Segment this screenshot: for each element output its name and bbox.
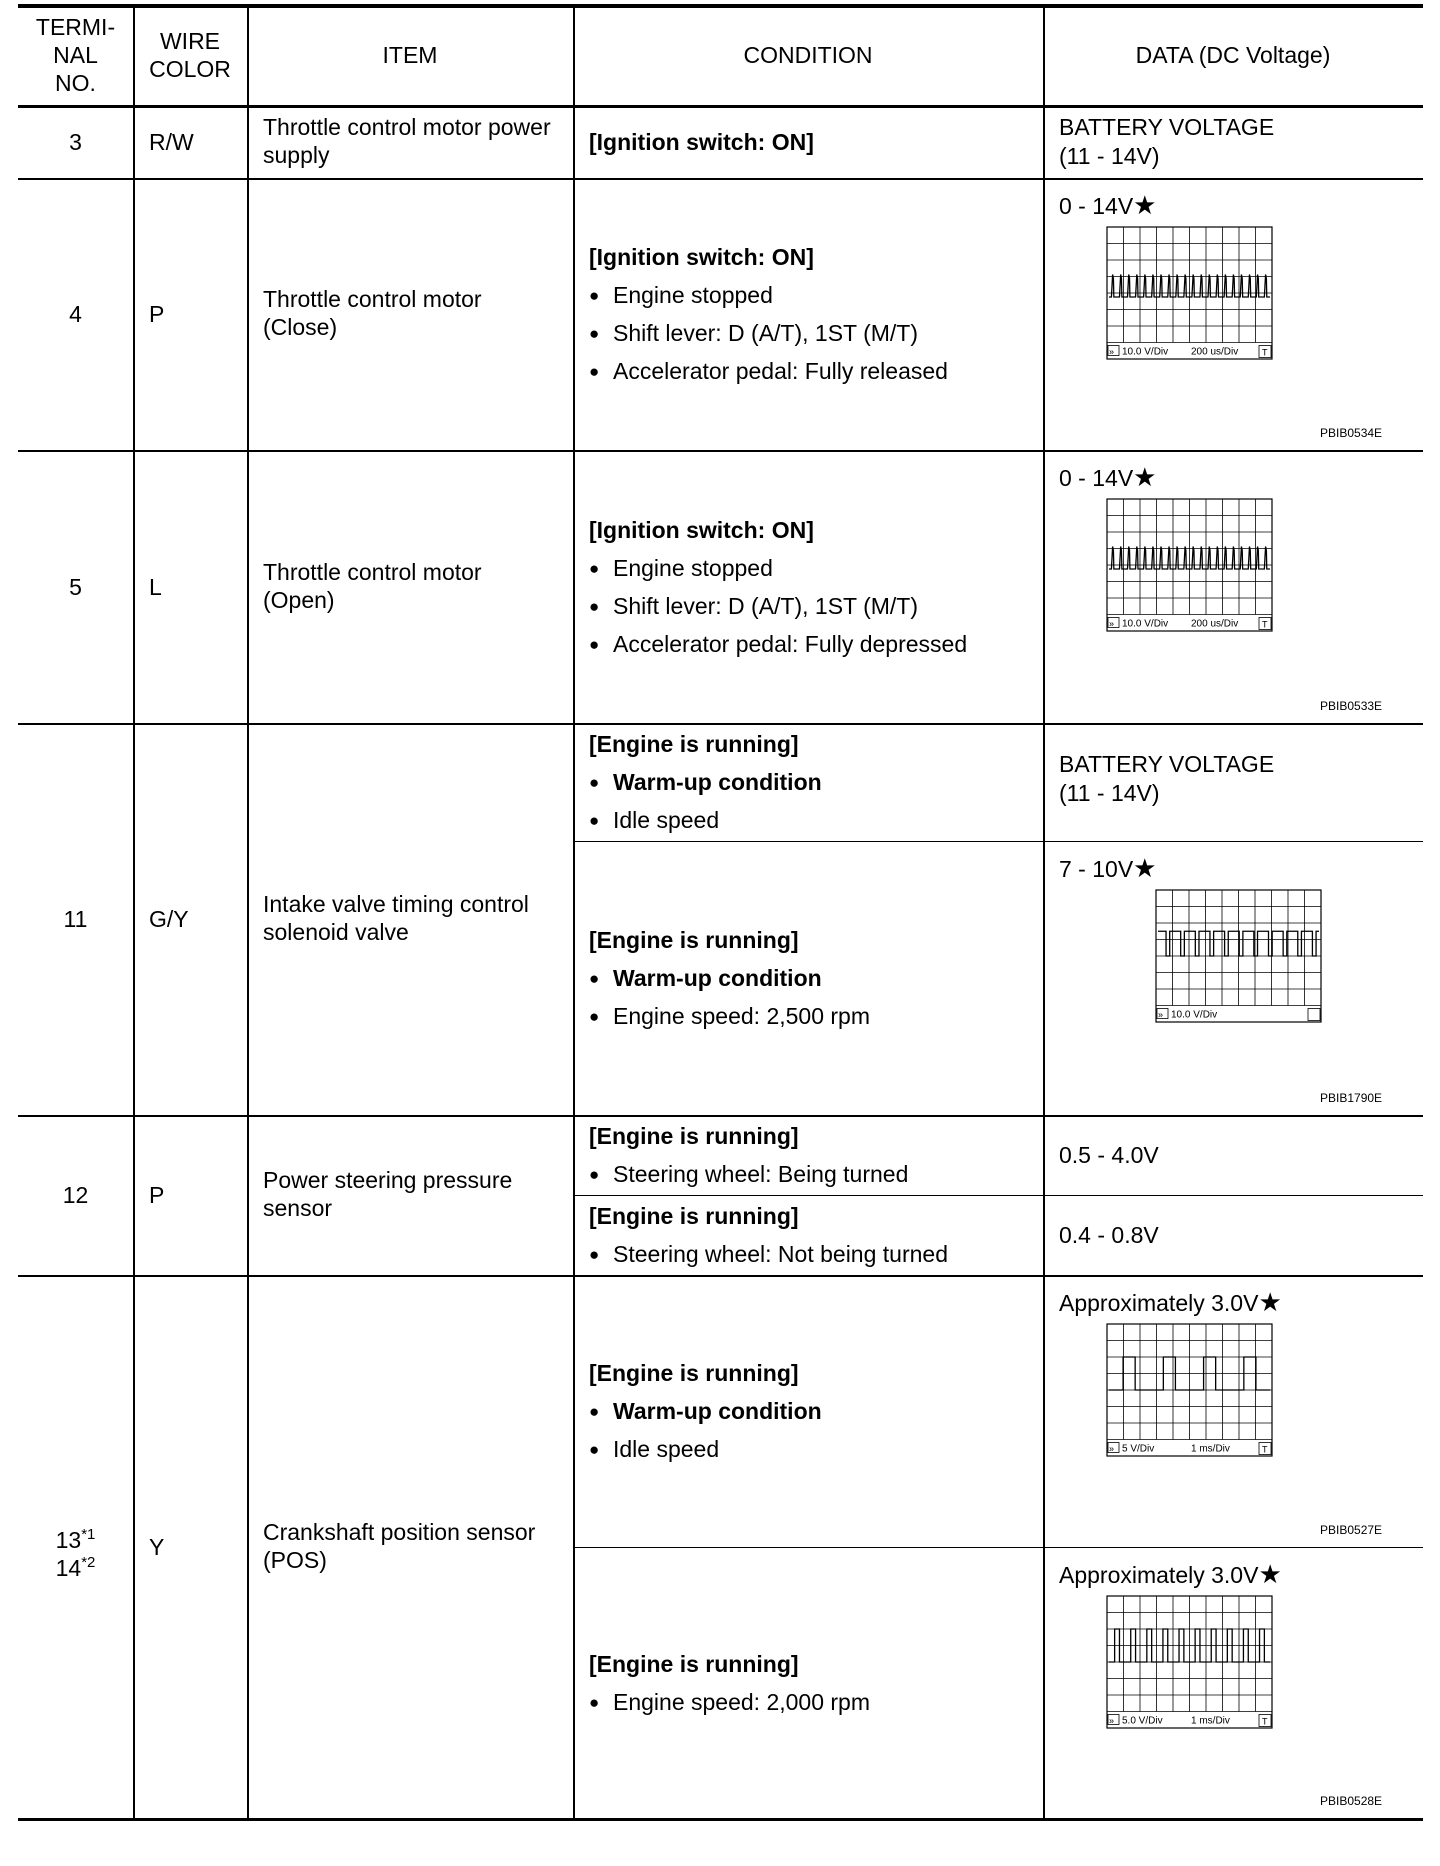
row-divider (573, 841, 1423, 842)
voltage-range: Approximately 3.0V (1059, 1562, 1259, 1588)
trigger-label: T (1262, 347, 1268, 358)
oscilloscope-waveform (1106, 1595, 1275, 1731)
condition-bullet: ● Engine stopped (589, 276, 948, 314)
condition-bullet: ● Shift lever: D (A/T), 1ST (M/T) (589, 587, 967, 625)
header-condition: CONDITION (743, 41, 873, 68)
terminal-number: 13 (55, 1526, 82, 1553)
item-text: Throttle control motor (263, 286, 482, 312)
condition-cell (589, 1197, 948, 1273)
star-icon: ★ (1133, 853, 1157, 883)
terminal-number: 14 (55, 1554, 82, 1581)
wire-color: P (149, 301, 165, 327)
condition-cell (589, 921, 870, 1035)
condition-bullet: ● Engine stopped (589, 549, 967, 587)
figure-id: PBIB0533E (1320, 699, 1383, 713)
header-terminal-no: TERMI- (35, 13, 116, 40)
column-divider (247, 4, 249, 1818)
terminal-no: 12 (62, 1182, 89, 1208)
waveform-scale-label: 5 V/Div (1122, 1443, 1155, 1455)
condition-heading: [Ignition switch: ON] (589, 516, 814, 543)
row-divider (18, 105, 1423, 108)
condition-bullet: ● Steering wheel: Not being turned (589, 1235, 948, 1273)
waveform-scale-label: 10.0 V/Div (1122, 346, 1169, 358)
column-divider (1043, 4, 1045, 1818)
data-value (1059, 1287, 1282, 1318)
data-value (1059, 853, 1156, 884)
condition-bullet: ● Engine speed: 2,500 rpm (589, 997, 870, 1035)
data-value: BATTERY VOLTAGE (1059, 751, 1275, 777)
channel-icon: » (1109, 346, 1115, 357)
item-text: Intake valve timing control (263, 891, 529, 917)
row-divider (18, 1818, 1423, 1821)
condition-heading: [Engine is running] (589, 1360, 799, 1386)
condition-heading: [Engine is running] (589, 1650, 799, 1677)
waveform-scale-label: 5.0 V/Div (1122, 1715, 1163, 1727)
condition-heading: [Ignition switch: ON] (589, 128, 814, 155)
condition-bullet: ● Warm-up condition (589, 763, 822, 801)
wire-color: Y (149, 1533, 165, 1560)
wire-color: G/Y (149, 906, 189, 932)
voltage-range: Approximately 3.0V (1059, 1290, 1259, 1316)
condition-heading: [Engine is running] (589, 1123, 799, 1149)
column-divider (133, 4, 135, 1818)
condition-heading: [Engine is running] (589, 731, 799, 757)
item-text: (Open) (263, 586, 335, 613)
row-divider (573, 1547, 1423, 1548)
waveform-time-label: 1 ms/Div (1191, 1715, 1230, 1727)
header-terminal-no: NAL (53, 41, 98, 68)
item-text: Crankshaft position sensor (263, 1518, 536, 1545)
figure-id: PBIB0534E (1320, 426, 1383, 440)
waveform-scale-label: 10.0 V/Div (1171, 1009, 1218, 1021)
condition-bullet: ● Shift lever: D (A/T), 1ST (M/T) (589, 314, 948, 352)
data-value: 0.4 - 0.8V (1059, 1222, 1159, 1248)
condition-bullet: ● Accelerator pedal: Fully depressed (589, 625, 967, 663)
star-icon: ★ (1133, 462, 1157, 492)
item-text: Power steering pressure (263, 1167, 513, 1193)
condition-cell (589, 238, 948, 390)
condition-cell (589, 1354, 822, 1468)
channel-icon: » (1109, 1443, 1115, 1454)
figure-id: PBIB0528E (1320, 1794, 1383, 1808)
trigger-label: T (1262, 1716, 1268, 1727)
header-data: DATA (DC Voltage) (1135, 41, 1331, 68)
star-icon: ★ (1133, 190, 1157, 220)
figure-id: PBIB1790E (1320, 1091, 1383, 1105)
condition-bullet: ● Idle speed (589, 801, 822, 839)
item-text: Throttle control motor (263, 558, 482, 585)
data-value (1059, 1559, 1282, 1590)
condition-bullet: ● Warm-up condition (589, 959, 870, 997)
oscilloscope-waveform (1106, 1323, 1275, 1459)
item-text: (Close) (263, 314, 338, 340)
terminal-no (18, 1553, 133, 1583)
wire-color: R/W (149, 128, 194, 155)
condition-heading: [Engine is running] (589, 1203, 799, 1229)
condition-cell (589, 511, 967, 663)
star-icon: ★ (1258, 1559, 1282, 1589)
terminal-no: 3 (69, 128, 82, 155)
condition-bullet: ● Accelerator pedal: Fully released (589, 352, 948, 390)
condition-cell (589, 725, 822, 839)
wire-color: L (149, 573, 162, 600)
data-value: 0.5 - 4.0V (1059, 1142, 1159, 1168)
data-value (1059, 190, 1156, 221)
voltage-range: 7 - 10V (1059, 856, 1134, 882)
row-divider (18, 450, 1423, 452)
trigger-label: T (1262, 1444, 1268, 1455)
item-text: Throttle control motor power (263, 113, 551, 140)
terminal-no: 11 (63, 906, 88, 932)
row-divider (18, 1275, 1423, 1277)
condition-cell (589, 1645, 870, 1721)
oscilloscope-waveform (1106, 498, 1275, 634)
channel-icon: » (1109, 1715, 1115, 1726)
condition-bullet: ● Steering wheel: Being turned (589, 1155, 908, 1193)
oscilloscope-waveform (1155, 889, 1324, 1025)
star-icon: ★ (1258, 1287, 1282, 1317)
condition-bullet: ● Engine speed: 2,000 rpm (589, 1683, 870, 1721)
wire-color: P (149, 1182, 165, 1208)
header-wire-color: WIRE (159, 27, 221, 54)
oscilloscope-waveform (1106, 226, 1275, 362)
header-wire-color: COLOR (149, 55, 231, 82)
trigger-label: T (1262, 619, 1268, 630)
item-text: (POS) (263, 1546, 327, 1573)
terminal-no (18, 1525, 133, 1555)
condition-heading: [Ignition switch: ON] (589, 244, 814, 270)
figure-id: PBIB0527E (1320, 1523, 1383, 1537)
data-value: (11 - 14V) (1059, 780, 1160, 806)
item-text: sensor (263, 1195, 333, 1221)
data-value: BATTERY VOLTAGE (1059, 113, 1275, 140)
header-terminal-no: NO. (55, 69, 96, 96)
terminal-no: 5 (69, 573, 82, 600)
row-divider (573, 1195, 1423, 1196)
voltage-range: 0 - 14V (1059, 465, 1134, 491)
voltage-range: 0 - 14V (1059, 193, 1134, 219)
waveform-scale-label: 10.0 V/Div (1122, 618, 1169, 630)
item-text: solenoid valve (263, 919, 409, 945)
condition-heading: [Engine is running] (589, 927, 799, 953)
row-divider (18, 4, 1423, 8)
terminal-no: 4 (69, 301, 82, 327)
column-divider (573, 4, 575, 1818)
condition-bullet: ● Idle speed (589, 1430, 822, 1468)
waveform-time-label: 200 us/Div (1191, 346, 1239, 358)
channel-icon: » (1109, 618, 1115, 629)
terminal-footnote: *2 (81, 1553, 96, 1571)
channel-icon: » (1158, 1009, 1164, 1020)
item-text: supply (263, 141, 330, 168)
data-value (1059, 462, 1156, 493)
header-item: ITEM (382, 41, 438, 68)
terminal-footnote: *1 (81, 1525, 96, 1543)
waveform-time-label: 1 ms/Div (1191, 1443, 1230, 1455)
data-value: (11 - 14V) (1059, 142, 1160, 169)
waveform-time-label: 200 us/Div (1191, 618, 1239, 630)
row-divider (18, 178, 1423, 180)
condition-cell (589, 1117, 908, 1193)
condition-cell (589, 123, 814, 161)
condition-bullet: ● Warm-up condition (589, 1392, 822, 1430)
